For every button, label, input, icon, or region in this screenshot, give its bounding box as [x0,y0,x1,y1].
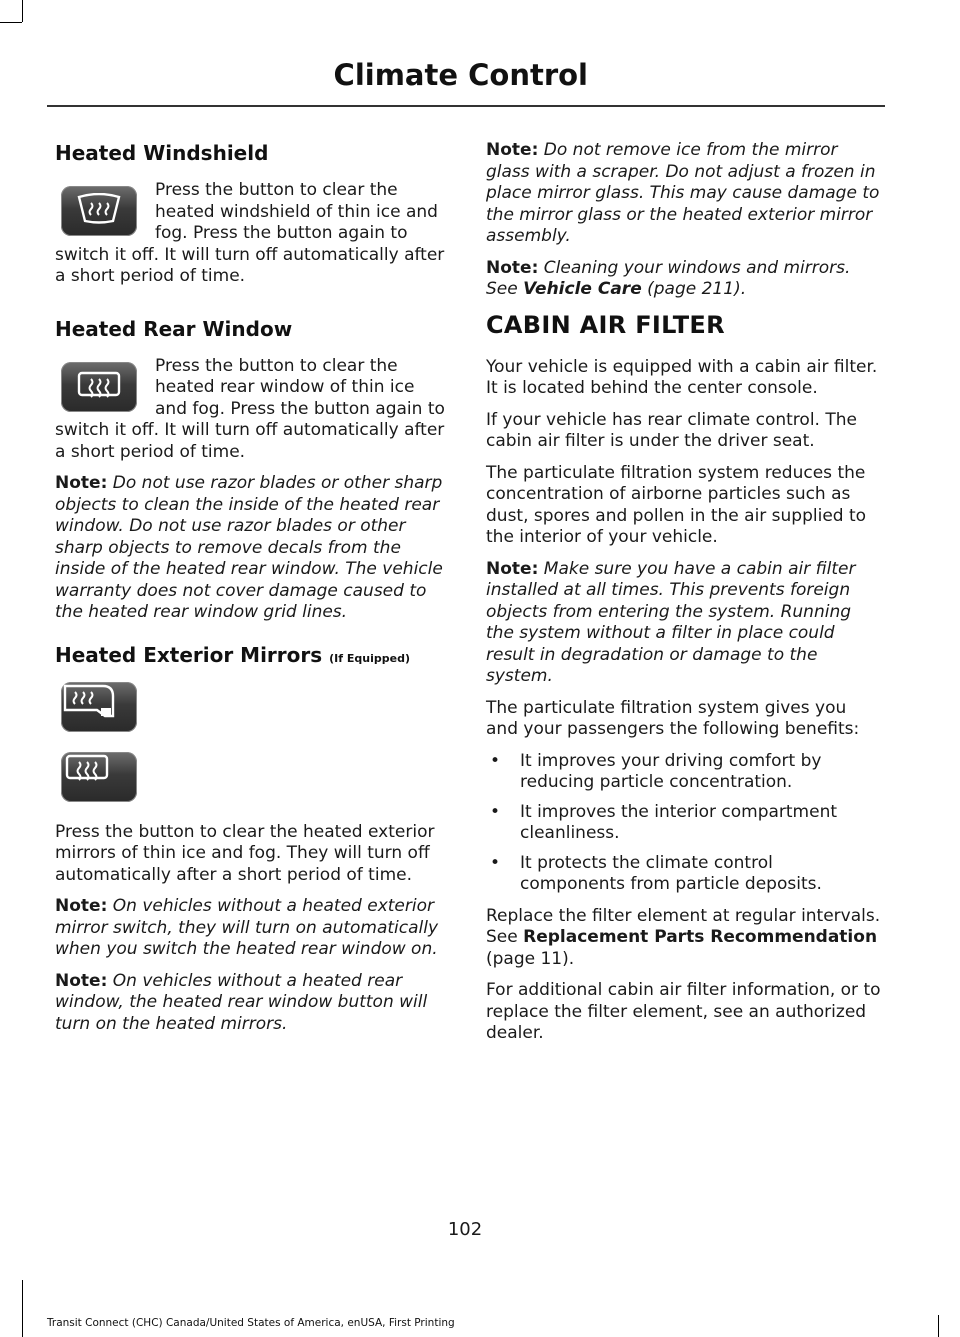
cabin-air-filter-heading: CABIN AIR FILTER [486,310,725,339]
replace-filter-text: Replace the filter element at regular intervals. See [486,905,881,947]
crop-mark-bottom-right [938,1315,939,1337]
note-label: Note: [486,257,539,278]
right-column [486,140,881,1055]
benefits-list [486,751,881,896]
page-ref: (page 11). [486,948,575,969]
mirror-note-3 [486,140,881,248]
cabin-paragraph-4: The particulate filtration system gives you and your passengers the following benefits: [486,697,860,739]
note-label: Note: [486,558,539,579]
mirror-note-2 [55,971,447,1036]
cabin-paragraph-6: For additional cabin air filter information, or to replace the filter element, see an authorized dealer. [486,980,881,1043]
cabin-paragraph-1: Your vehicle is equipped with a cabin air filter. It is located behind the center console. [486,356,878,398]
header-divider [47,105,885,107]
rear-defrost-icon [61,362,137,412]
cabin-paragraph-2: If your vehicle has rear climate control. The cabin air filter is under the driver seat. [486,409,857,451]
crop-mark-bottom-left [22,1280,23,1337]
note-label: Note: [486,140,539,160]
if-equipped-label: (If Equipped) [329,651,410,665]
rear-defrost-icon [61,752,137,802]
mirror-note-1 [55,896,447,961]
list-item: • It protects the climate control components from particle deposits. [486,853,881,896]
heated-rear-window-text: Press the button to clear the heated rear window of thin ice and fog. Press the button again to switch it off. It will turn off automatically after a short period of time. [55,355,445,462]
heated-mirrors-heading [55,642,447,668]
crop-mark-top-left-v [22,0,23,22]
heated-windshield-heading: Heated Windshield [55,141,269,165]
note-text: Cleaning your windows and mirrors. See [486,257,851,299]
windshield-defrost-icon [61,186,137,236]
heated-windshield-text: Press the button to clear the heated windshield of thin ice and fog. Press the button again to switch it off. It will turn off automatically after a short period of time. [55,180,445,286]
note-text: Do not use razor blades or other sharp objects to clean the inside of the heated rear window. Do not use razor blades or other sharp objects to remove decals from the inside of the heated rear window. The vehicle warranty does not cover damage caused to the heated rear window grid lines. [55,473,443,622]
heated-mirrors-text: Press the button to clear the heated exterior mirrors of thin ice and fog. They will turn off automatically after a short period of time. [55,821,435,885]
note-label: Note: [55,896,108,916]
left-column [55,140,447,1045]
cabin-air-filter-section [486,311,881,1045]
list-item: • It improves your driving comfort by reducing particle concentration. [486,751,881,794]
heated-mirrors-section [55,642,447,1036]
note-text: On vehicles without a heated exterior mirror switch, they will turn on automatically when you switch the heated rear window on. [55,896,439,959]
vehicle-care-link[interactable]: Vehicle Care [523,279,642,299]
note-text: On vehicles without a heated rear window, the heated rear window button will turn on the heated mirrors. [55,970,428,1034]
note-text: Do not remove ice from the mirror glass with a scraper. Do not adjust a frozen in place mirror glass. This may cause damage to the mirror glass or the heated exterior mirror assembly. [486,140,880,246]
page-number: 102 [447,1219,483,1240]
heated-rear-window-section [55,316,447,624]
heated-rear-window-heading: Heated Rear Window [55,316,293,341]
note-text: Make sure you have a cabin air filter installed at all times. This prevents foreign objects from entering the system. Running the system without a filter in place could result in degradation or damage to the system. [486,558,856,686]
cabin-paragraph-5 [486,906,881,971]
cabin-paragraph-3: The particulate filtration system reduces the concentration of airborne particles such as dust, spores and pollen in the air supplied to the interior of your vehicle. [486,462,867,547]
mirror-note-4 [486,258,881,301]
heated-windshield-section [55,140,447,298]
crop-mark-top-left-h [0,22,22,23]
rear-window-note [55,473,447,624]
replacement-parts-link[interactable]: Replacement Parts Recommendation [523,927,878,947]
footer-text: Transit Connect (CHC) Canada/United States of America, enUSA, First Printing [47,1317,455,1329]
cabin-note [486,559,881,688]
heated-mirror-icon [61,682,137,732]
note-label: Note: [55,473,108,493]
page-title: Climate Control [333,58,588,92]
note-label: Note: [55,970,108,991]
note-page-ref: (page 211). [641,279,747,299]
heated-mirrors-heading-text: Heated Exterior Mirrors [55,642,323,667]
list-item: • It improves the interior compartment cleanliness. [486,802,881,845]
